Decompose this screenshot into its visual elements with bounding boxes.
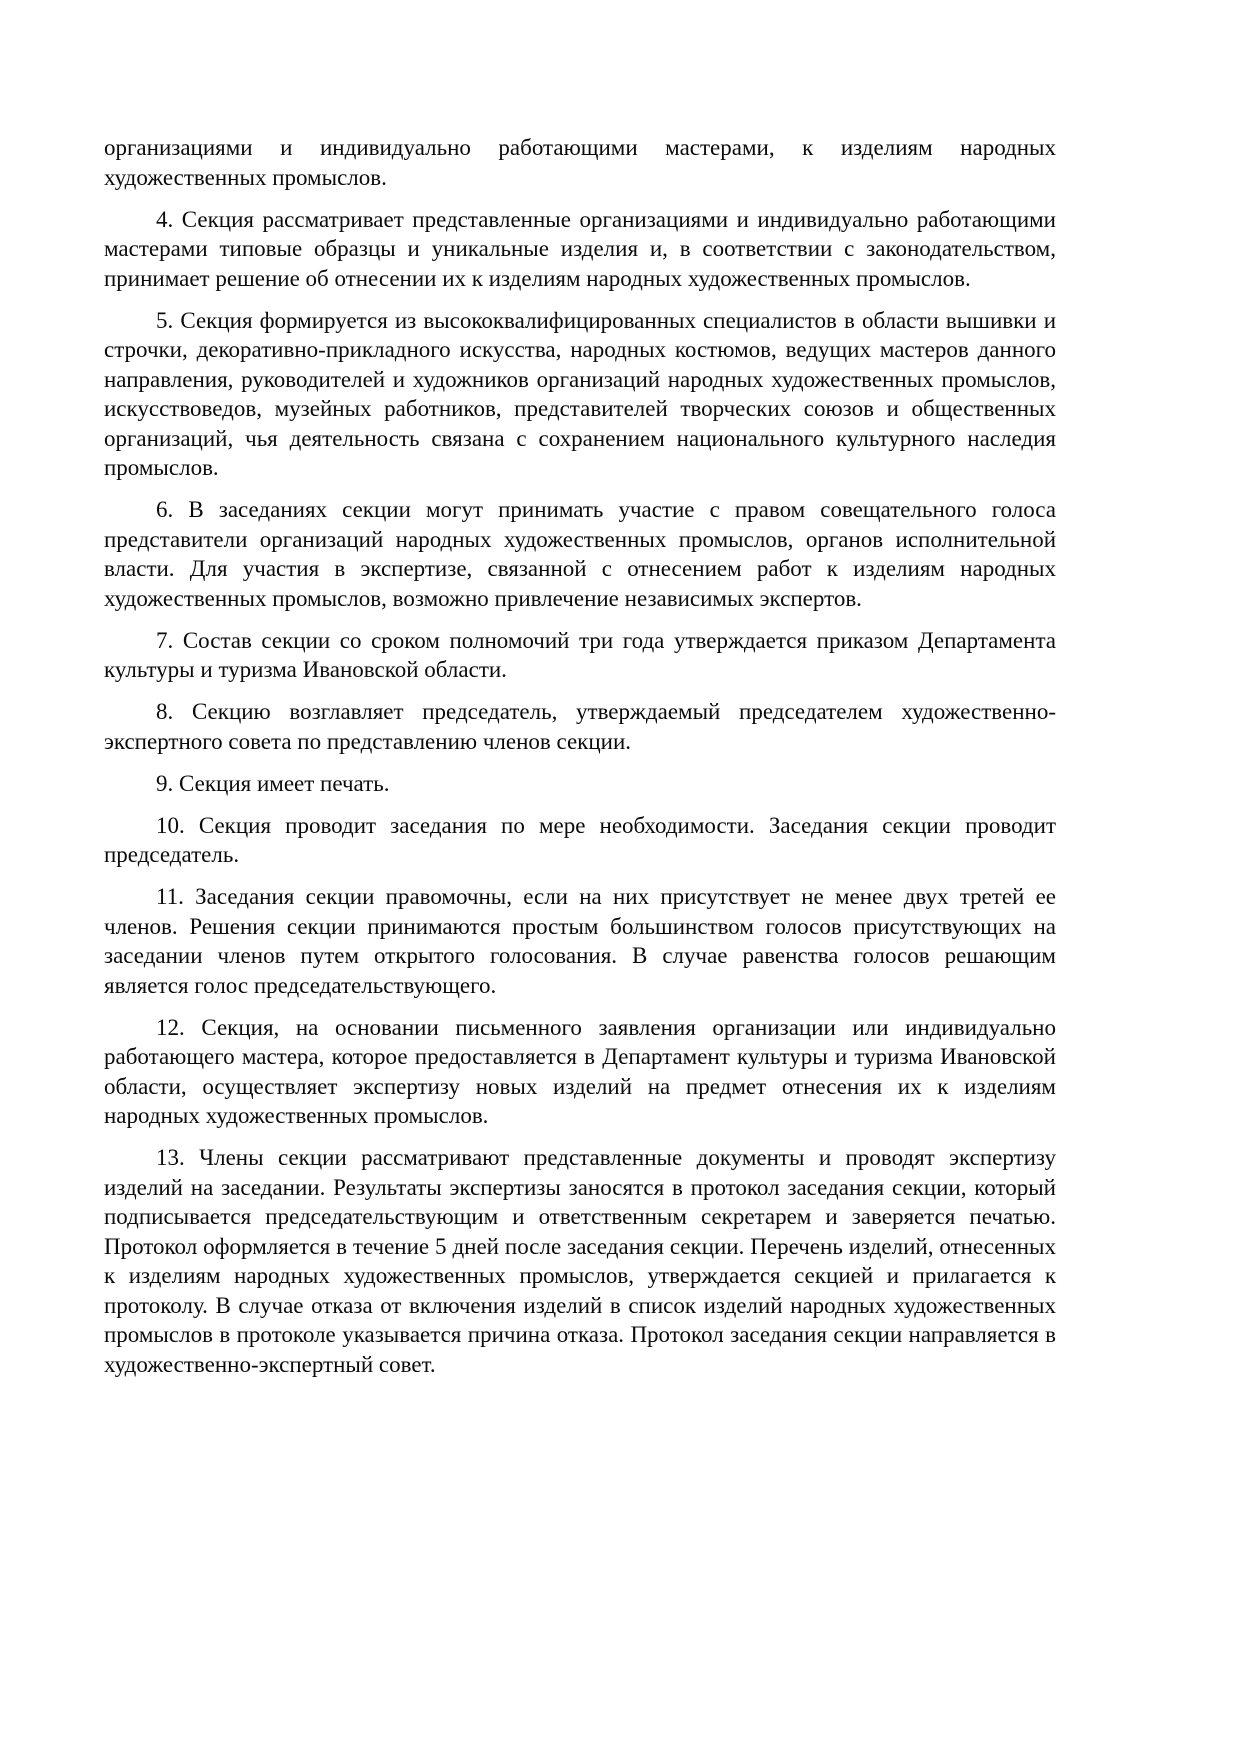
paragraph: 12. Секция, на основании письменного заявления организации или индивидуально работающего мастера, которое предоставляется в Департамент культуры и туризма Ивановской области, осуществляет экспертизу новых изделий на предмет отнесения их к изделиям народных художественных промыслов. bbox=[104, 1014, 1056, 1128]
paragraph: 11. Заседания секции правомочны, если на них присутствует не менее двух третей ее членов. Решения секции принимаются простым большинством голосов присутствующих на заседании членов путем открытого голосования. В случае равенства голосов решающим является голос председательствующего. bbox=[104, 884, 1056, 998]
paragraph: 4. Секция рассматривает представленные организациями и индивидуально работающими мастерами типовые образцы и уникальные изделия и, в соответствии с законодательством, принимает решение об отнесении их к изделиям народных художественных промыслов. bbox=[104, 206, 1056, 291]
paragraph: 7. Состав секции со сроком полномочий три года утверждается приказом Департамента культуры и туризма Ивановской области. bbox=[104, 627, 1056, 682]
paragraph: 9. Секция имеет печать. bbox=[156, 770, 390, 796]
paragraph: 13. Члены секции рассматривают представленные документы и проводят экспертизу изделий на заседании. Результаты экспертизы заносятся в протокол заседания секции, который подписывается председательствующим и ответственным секретарем и заверяется печатью. Протокол оформляется в течение 5 дней после заседания секции. Перечень изделий, отнесенных к изделиям народных художественных промыслов, утверждается секцией и прилагается к протоколу. В случае отказа от включения изделий в список изделий народных художественных промыслов в протоколе указывается причина отказа. Протокол заседания секции направляется в художественно-экспертный совет. bbox=[104, 1145, 1056, 1377]
paragraph: 5. Секция формируется из высококвалифицированных специалистов в области вышивки и строчки, декоративно-прикладного искусства, народных костюмов, ведущих мастеров данного направления, руководителей и художников организаций народных художественных промыслов, искусствоведов, музейных работников, представителей творческих союзов и общественных организаций, чья деятельность связана с сохранением национального культурного наследия промыслов. bbox=[104, 307, 1056, 480]
paragraph: организациями и индивидуально работающими мастерами, к изделиям народных художественных промыслов. bbox=[104, 135, 1056, 190]
paragraph: 8. Секцию возглавляет председатель, утверждаемый председателем художественно-экспертного совета по представлению членов секции. bbox=[104, 699, 1056, 754]
paragraph: 10. Секция проводит заседания по мере необходимости. Заседания секции проводит председатель. bbox=[104, 812, 1056, 867]
paragraph: 6. В заседаниях секции могут принимать участие с правом совещательного голоса представители организаций народных художественных промыслов, органов исполнительной власти. Для участия в экспертизе, связанной с отнесением работ к изделиям народных художественных промыслов, возможно привлечение независимых экспертов. bbox=[104, 497, 1056, 611]
document-body bbox=[104, 133, 1056, 1379]
